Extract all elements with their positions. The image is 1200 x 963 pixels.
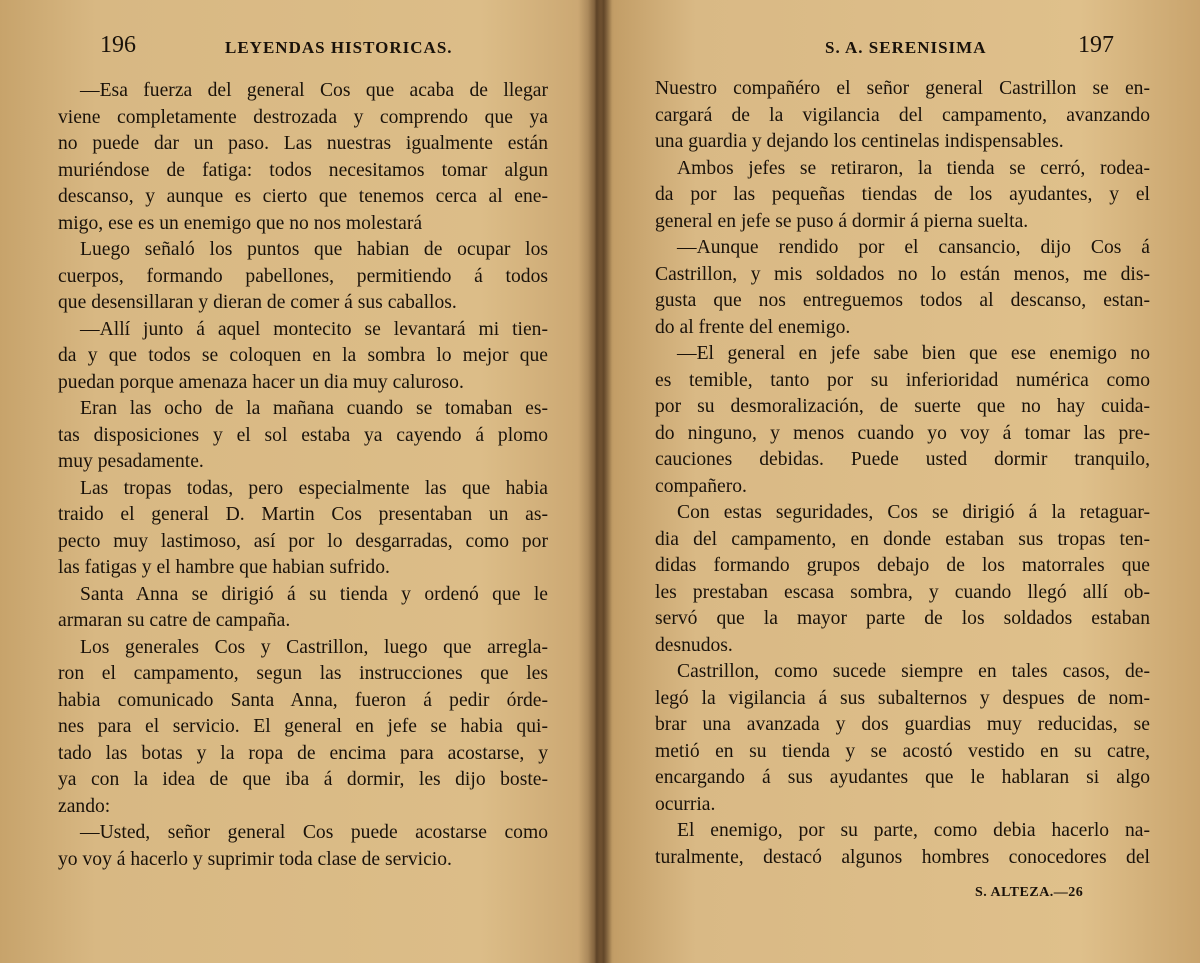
signature-mark: S. ALTEZA.—26: [975, 885, 1084, 900]
text-line: turalmente, destacó algunos hombres conocedores del: [655, 846, 1150, 868]
text-line: yo voy á hacerlo y suprimir toda clase de servicio.: [58, 848, 452, 870]
text-line: por su desmoralización, de suerte que no hay cuida-: [655, 396, 1150, 417]
text-line: servó que la mayor parte de los soldados estaban: [655, 608, 1150, 629]
text-line: muriéndose de fatiga: todos necesitamos tomar algun: [58, 159, 548, 181]
text-line: puedan porque amenaza hacer un dia muy caluroso.: [58, 371, 464, 393]
text-line: Santa Anna se dirigió á su tienda y ordenó que le: [80, 583, 548, 605]
text-line: ya con la idea de que iba á dormir, les dijo boste-: [58, 769, 548, 790]
text-line: general en jefe se puso á dormir á pierna suelta.: [655, 210, 1029, 232]
text-line: —Usted, señor general Cos puede acostarse como: [80, 822, 548, 843]
text-line: compañero.: [655, 475, 747, 497]
text-line: gusta que nos entreguemos todos al descanso, estan-: [655, 290, 1150, 311]
text-line: cauciones debidas. Puede usted dormir tranquilo,: [655, 449, 1150, 470]
text-line: brar una avanzada y dos guardias muy reducidas, se: [655, 714, 1150, 735]
text-line: no puede dar un paso. Las nuestras igualmente están: [58, 133, 548, 154]
text-line: muy pesadamente.: [58, 451, 204, 472]
text-line: Las tropas todas, pero especialmente las que habia: [80, 477, 548, 499]
text-line: tas disposiciones y el sol estaba ya cayendo á plomo: [58, 424, 548, 446]
text-line: Nuestro compañéro el señor general Castrillon se en-: [655, 78, 1150, 99]
text-line: que desensillaran y dieran de comer á sus caballos.: [58, 292, 457, 313]
text-line: migo, ese es un enemigo que no nos molestará: [58, 212, 423, 234]
text-line: —Allí junto á aquel montecito se levantará mi tien-: [80, 318, 548, 340]
text-line: da y que todos se coloquen en la sombra lo mejor que: [58, 345, 548, 366]
text-line: didas formando grupos debajo de los matorrales que: [655, 555, 1150, 576]
text-line: legó la vigilancia á sus subalternos y despues de nom-: [655, 687, 1150, 709]
text-line: una guardia y dejando los centinelas indispensables.: [655, 131, 1064, 152]
text-line: Luego señaló los puntos que habian de ocupar los: [80, 239, 548, 260]
text-line: do ninguno, y menos cuando yo voy á tomar las pre-: [655, 422, 1150, 444]
text-line: —Aunque rendido por el cansancio, dijo Cos á: [677, 237, 1150, 258]
right-running-head: S. A. SERENISIMA: [825, 38, 987, 57]
text-line: ron el campamento, segun las instrucciones que les: [58, 663, 548, 684]
text-line: traido el general D. Martin Cos presentaban un as-: [58, 504, 548, 525]
text-line: da por las pequeñas tiendas de los ayudantes, y el: [655, 184, 1150, 205]
text-line: les prestaban escasa sombra, y cuando llegó allí ob-: [655, 581, 1150, 603]
text-line: cargará de la vigilancia del campamento, avanzando: [655, 104, 1150, 126]
text-line: nes para el servicio. El general en jefe se habia qui-: [58, 716, 548, 737]
text-line: Los generales Cos y Castrillon, luego que arregla-: [80, 636, 548, 658]
right-page: [600, 0, 1200, 963]
text-line: viene completamente destrozada y comprendo que ya: [58, 106, 548, 128]
text-line: tado las botas y la ropa de encima para acostarse, y: [58, 742, 548, 764]
left-page: [0, 0, 590, 963]
text-line: metió en su tienda y se acostó vestido en su catre,: [655, 740, 1150, 762]
text-line: El enemigo, por su parte, como debia hacerlo na-: [677, 820, 1150, 841]
text-line: encargando á sus ayudantes que le hablaran si algo: [655, 767, 1150, 788]
text-line: armaran su catre de campaña.: [58, 610, 291, 631]
text-line: las fatigas y el hambre que habian sufrido.: [58, 557, 390, 578]
right-page-text: [655, 76, 1150, 871]
text-line: Castrillon, como sucede siempre en tales casos, de-: [677, 661, 1150, 682]
text-line: ocurria.: [655, 793, 716, 815]
text-line: —El general en jefe sabe bien que ese enemigo no: [677, 343, 1150, 364]
left-page-text: [58, 78, 548, 873]
text-line: —Esa fuerza del general Cos que acaba de llegar: [80, 80, 548, 101]
text-line: cuerpos, formando pabellones, permitiendo á todos: [58, 265, 548, 287]
left-page-number: 196: [100, 32, 136, 58]
text-line: pecto muy lastimoso, así por lo desgarradas, como por: [58, 530, 548, 552]
text-line: Con estas seguridades, Cos se dirigió á la retaguar-: [677, 502, 1150, 523]
text-line: Ambos jefes se retiraron, la tienda se cerró, rodea-: [677, 157, 1150, 179]
text-line: Castrillon, y mis soldados no lo están menos, me dis-: [655, 263, 1150, 285]
right-page-number: 197: [1078, 32, 1114, 58]
text-line: habia comunicado Santa Anna, fueron á pedir órde-: [58, 689, 548, 711]
text-line: zando:: [58, 795, 111, 817]
text-line: es temible, tanto por su inferioridad numérica como: [655, 369, 1150, 391]
text-line: dia del campamento, en donde estaban sus tropas ten-: [655, 528, 1150, 550]
text-line: do al frente del enemigo.: [655, 316, 851, 338]
text-line: desnudos.: [655, 634, 733, 656]
text-line: descanso, y aunque es cierto que tenemos cerca al ene-: [58, 186, 548, 207]
text-line: Eran las ocho de la mañana cuando se tomaban es-: [80, 398, 548, 419]
left-running-head: LEYENDAS HISTORICAS.: [225, 38, 453, 57]
